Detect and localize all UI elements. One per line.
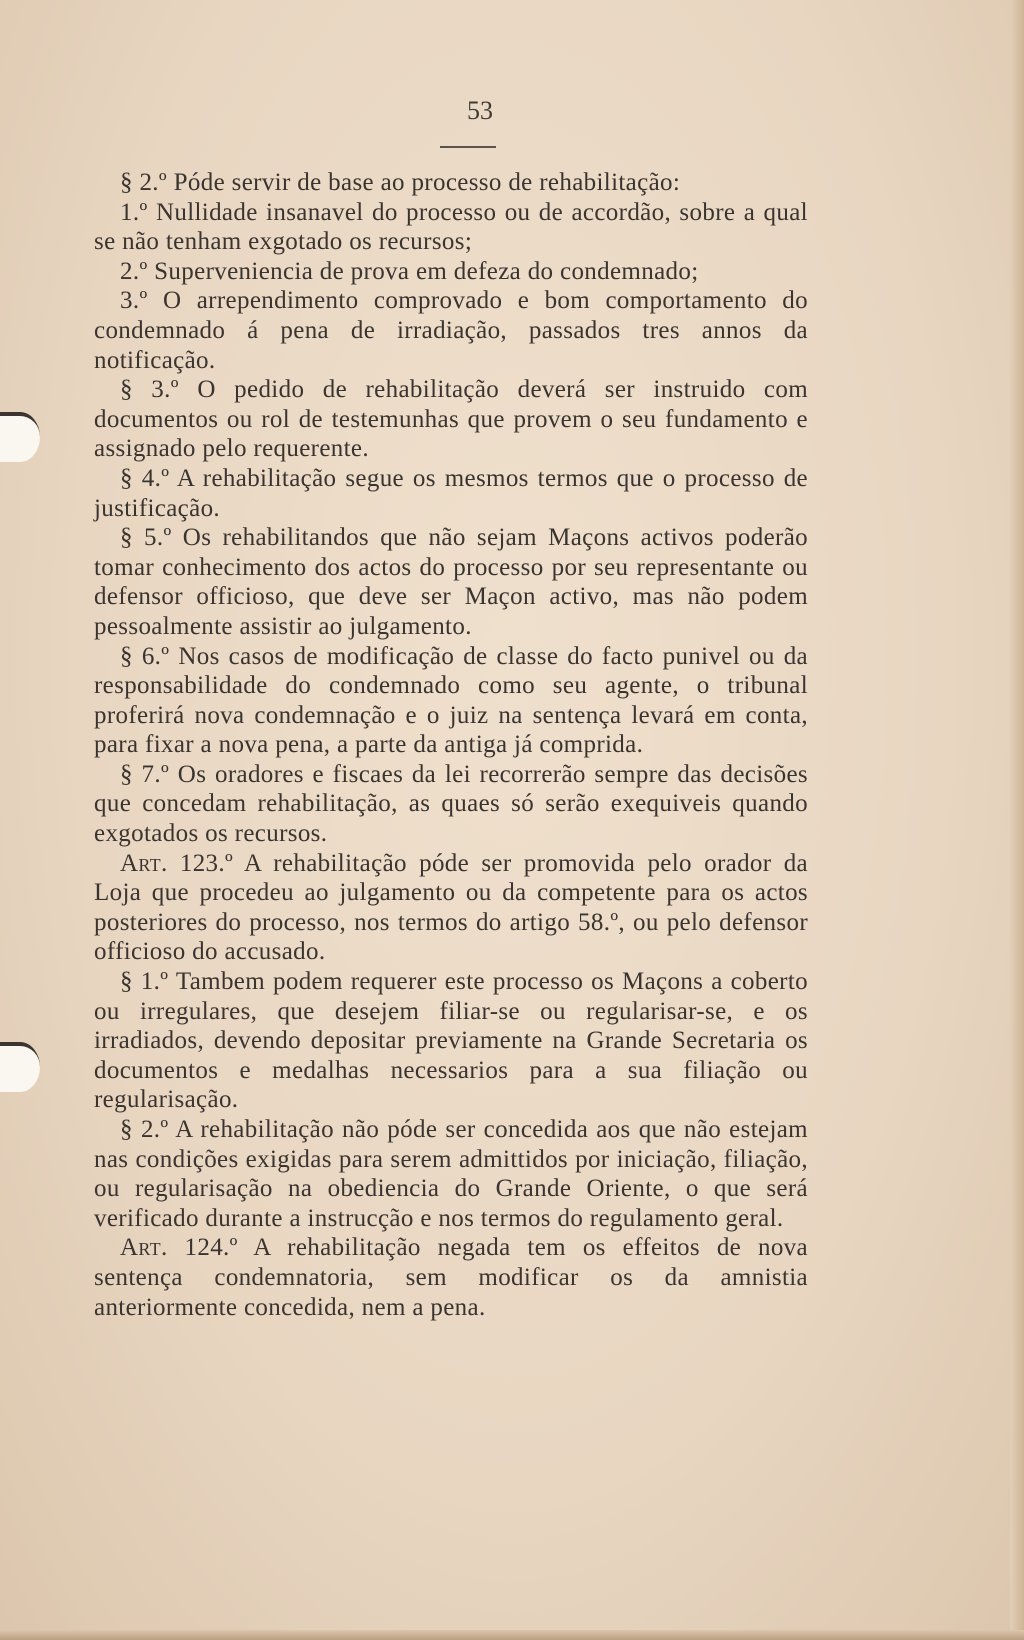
body-text [94,168,808,1322]
paragraph-item-1 [94,198,808,257]
paragraph-text: A rehabilitação póde ser promovida pelo orador da Loja que procedeu ao julgamento ou da competente para os actos posteriores do processo, nos termos do artigo 58.º, ou pelo defensor officioso do accusado. [94,849,808,966]
paragraph-lead: § 1.º [120,968,169,996]
paragraph-lead: 3.º [120,287,148,315]
paragraph-art-123 [94,849,808,967]
paragraph-s4 [94,464,808,523]
paragraph-text: Nos casos de modificação de classe do facto punivel ou da responsabilidade do condemnado como seu agente, o tribunal proferirá nova condemnação e o juiz na sentença levará em conta, para fixar a nova pena, a parte da antiga já comprida. [94,642,808,759]
paragraph-lead: § 7.º [120,760,170,788]
page-number: 53 [467,96,493,125]
paragraph-s5 [94,523,808,641]
page-edge-right [1010,0,1024,1640]
paragraph-text: Os rehabilitandos que não sejam Maçons activos poderão tomar conhecimento dos actos do processo por seu representante ou defensor officioso, que deve ser Maçon activo, mas não podem pessoalmente assistir ao julgamento. [94,524,808,640]
paragraph-text: Póde servir de base ao processo de rehabilitação: [173,169,681,196]
paragraph-art123-s1 [94,967,808,1115]
article-lead: Art. 123.º [120,849,234,877]
paragraph-text: Nullidade insanavel do processo ou de accordão, sobre a qual se não tenham exgotado os recursos; [94,198,808,256]
paragraph-lead: § 2.º [120,1116,169,1143]
paragraph-s7 [94,760,808,849]
paragraph-art123-s2 [94,1115,808,1233]
paragraph-art-124 [94,1233,808,1322]
paragraph-text: Superveniencia de prova em defeza do condemnado; [154,257,699,285]
paragraph-lead: § 3.º [120,376,179,404]
paragraph-lead: 1.º [120,198,148,226]
paragraph-item-3 [94,286,808,375]
header-rule [440,146,496,148]
paragraph-s2 [94,168,808,198]
binding-hole-top [0,412,40,462]
paragraph-text: A rehabilitação não póde ser concedida aos que não estejam nas condições exigidas para serem admittidos por iniciação, filiação, ou regularisação na obediencia do Grande Oriente, o que será verificado durante a instrucção e nos termos do regulamento geral. [94,1116,808,1232]
page-edge-bottom [0,1630,1024,1640]
paragraph-text: A rehabilitação segue os mesmos termos que o processo de justificação. [94,464,808,522]
binding-hole-bottom [0,1042,40,1092]
paragraph-lead: 2.º [120,257,148,285]
article-lead: Art. 124.º [120,1234,238,1262]
paragraph-lead: § 2.º [120,169,168,196]
paragraph-text: O arrependimento comprovado e bom comportamento do condemnado á pena de irradiação, passados tres annos da notificação. [94,287,808,374]
paragraph-s3 [94,375,808,464]
paragraph-lead: § 4.º [120,464,170,492]
paragraph-text: Os oradores e fiscaes da lei recorrerão sempre das decisões que concedam rehabilitação, as quaes só serão exequiveis quando exgotados os recursos. [94,760,808,848]
paragraph-text: A rehabilitação negada tem os effeitos de nova sentença condemnatoria, sem modificar os da amnistia anteriormente concedida, nem a pena. [94,1234,808,1321]
paragraph-text: O pedido de rehabilitação deverá ser instruido com documentos ou rol de testemunhas que provem o seu fundamento e assignado pelo requerente. [94,376,808,463]
paragraph-lead: § 6.º [120,642,170,670]
paragraph-lead: § 5.º [120,524,172,552]
paragraph-s6 [94,642,808,760]
paragraph-text: Tambem podem requerer este processo os Maçons a coberto ou irregulares, que desejem filiar-se ou regularisar-se, e os irradiados, devendo depositar previamente na Grande Secretaria os documentos e medalhas necessarios para a sua filiação ou regularisação. [94,968,808,1114]
paragraph-item-2 [94,257,808,287]
